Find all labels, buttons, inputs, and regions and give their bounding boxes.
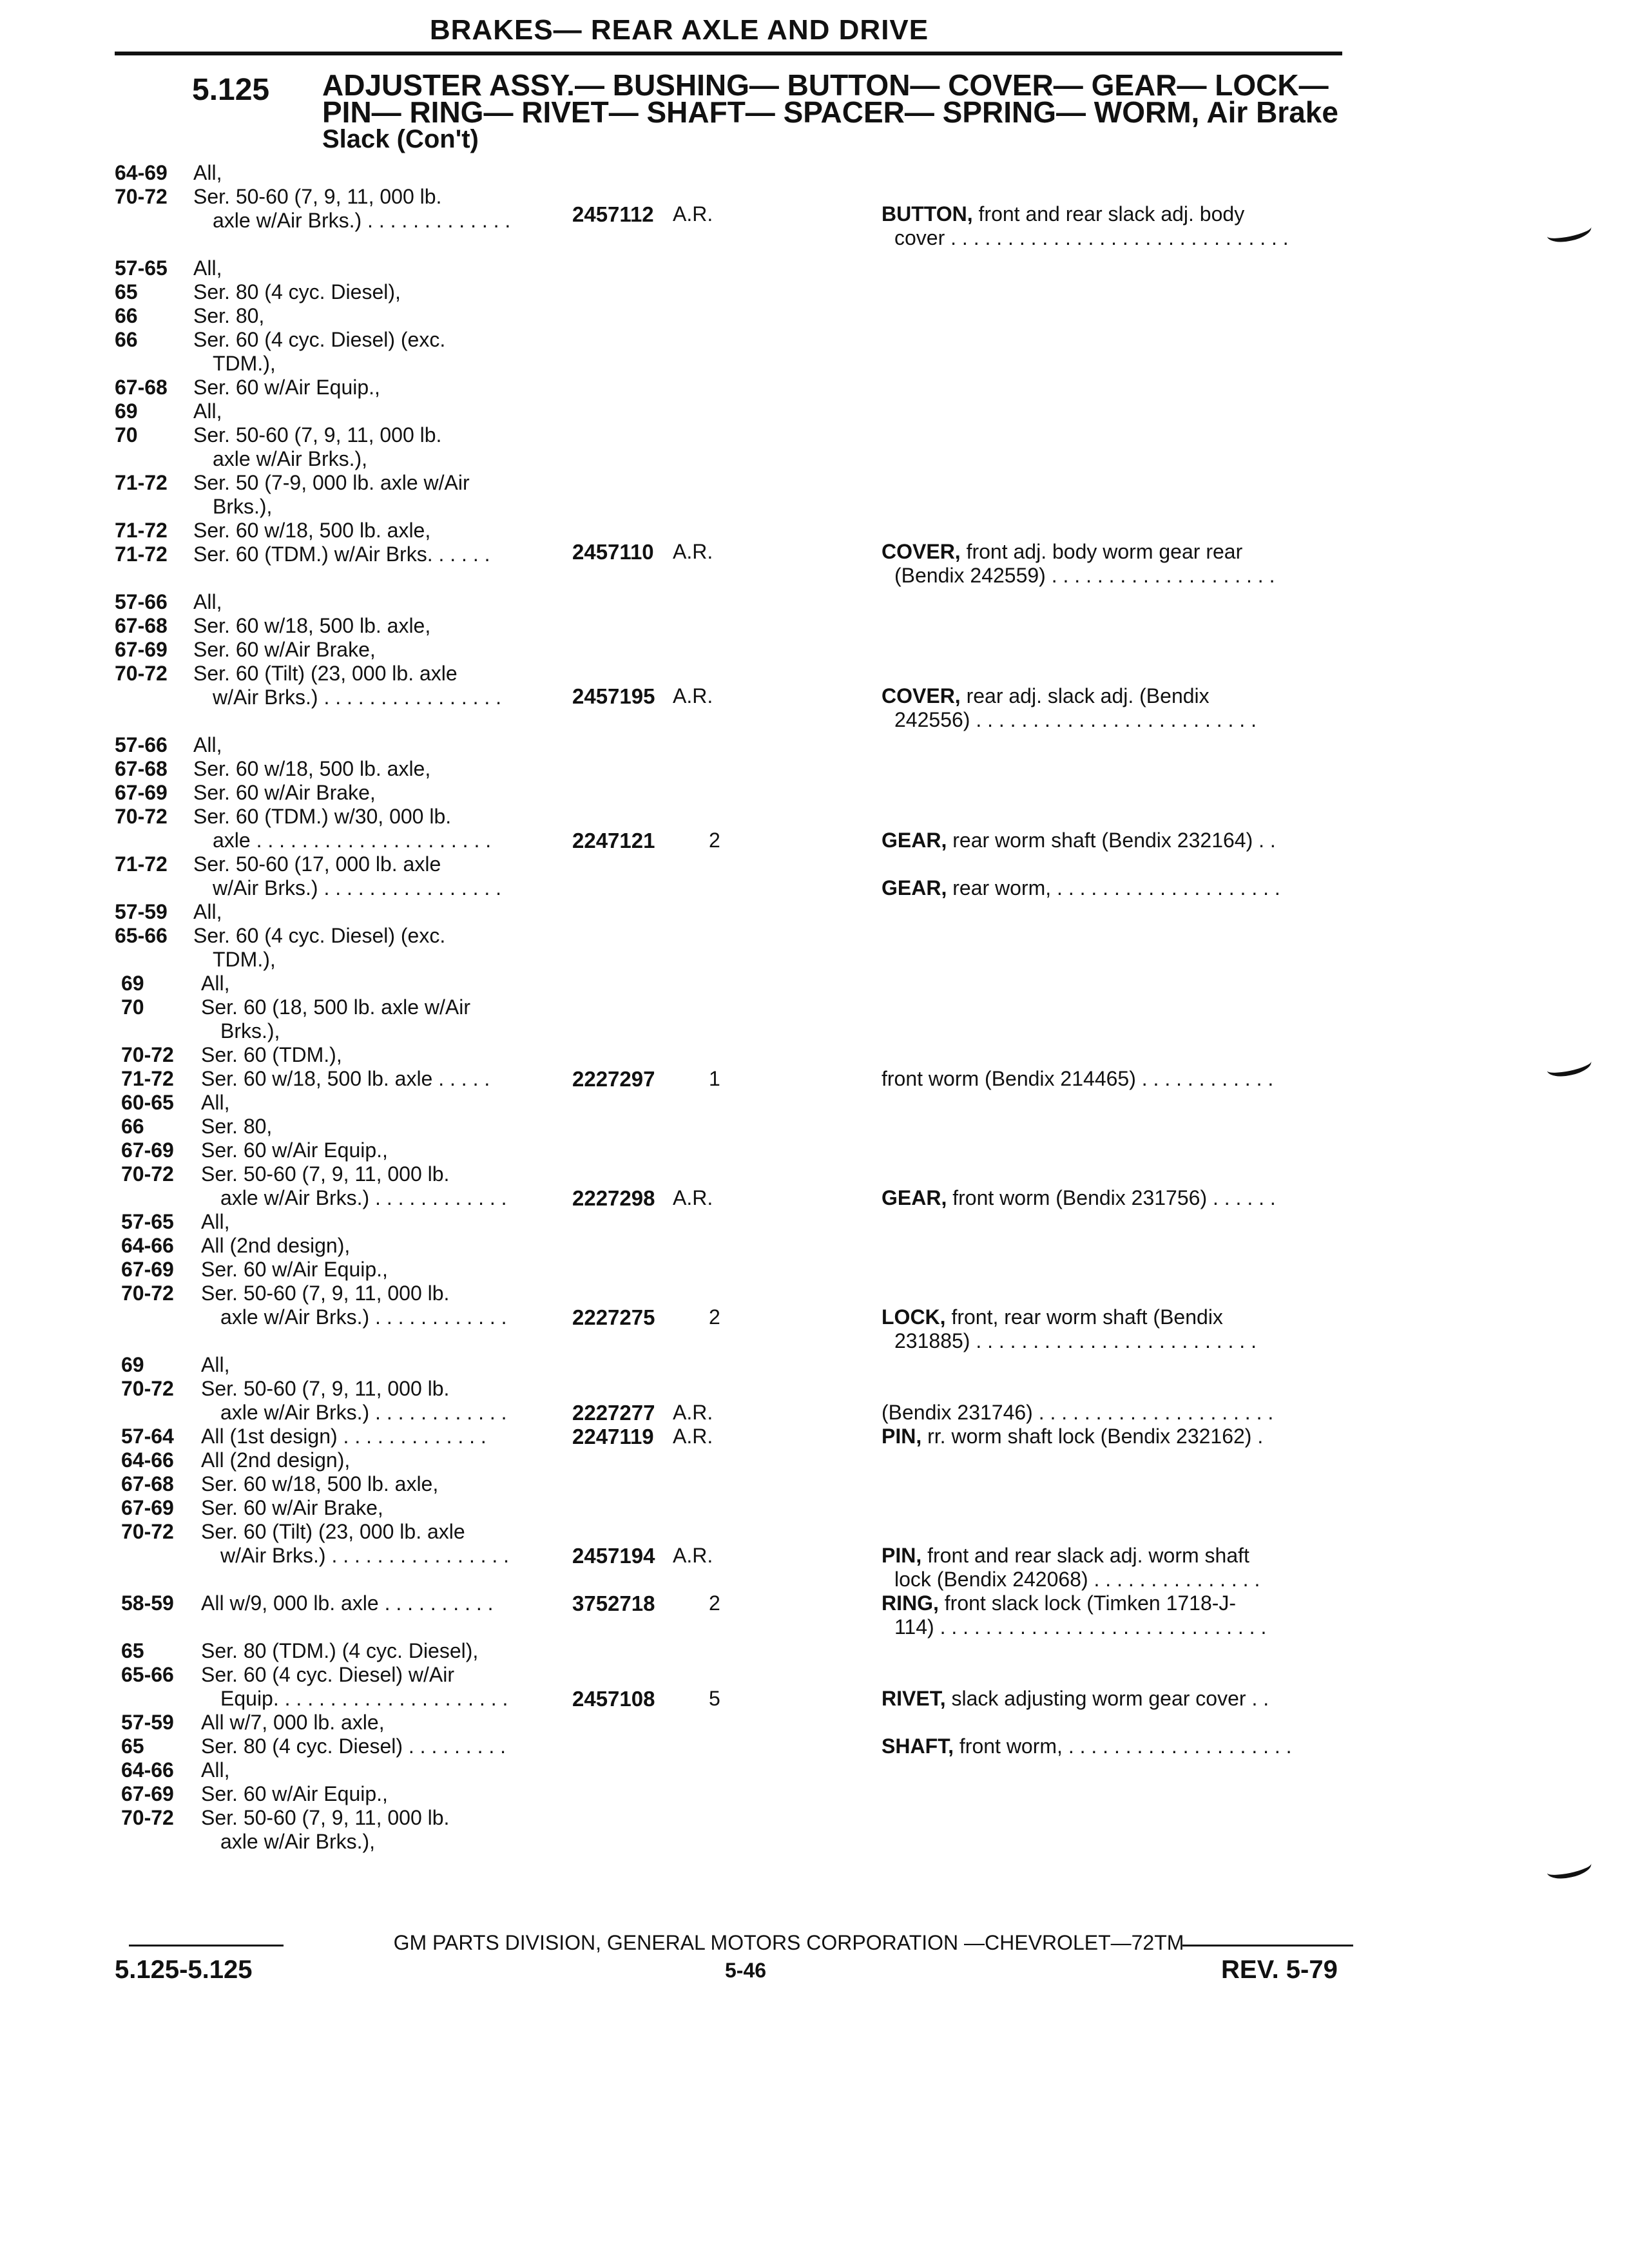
part-detail: front worm (Bendix 214465) . . . . . . . . . . . . bbox=[882, 1067, 1274, 1090]
application-description: Brks.), bbox=[213, 495, 273, 518]
application-description: Ser. 60 (TDM.), bbox=[201, 1043, 342, 1066]
part-number: 2247119 bbox=[572, 1425, 654, 1448]
footer-page-number: 5-46 bbox=[725, 1959, 767, 1982]
model-year: 57-64 bbox=[121, 1425, 174, 1448]
part-description bbox=[882, 1544, 1249, 1568]
application-description: Ser. 80 (4 cyc. Diesel), bbox=[193, 280, 401, 303]
part-detail: front and rear slack adj. worm shaft bbox=[927, 1544, 1249, 1567]
quantity: A.R. bbox=[673, 1544, 713, 1567]
footer-section-range: 5.125-5.125 bbox=[115, 1956, 253, 1984]
part-description bbox=[882, 1305, 1223, 1329]
part-number: 3752718 bbox=[572, 1591, 655, 1615]
application-description: Ser. 60 w/Air Brake, bbox=[193, 638, 376, 661]
application-description: Ser. 50-60 (7, 9, 11, 000 lb. bbox=[201, 1377, 450, 1400]
application-description: Equip. . . . . . . . . . . . . . . . . . . . . bbox=[220, 1687, 508, 1710]
application-description: Ser. 60 w/18, 500 lb. axle, bbox=[193, 757, 431, 780]
application-description: Ser. 50 (7-9, 000 lb. axle w/Air bbox=[193, 471, 470, 494]
model-year: 67-68 bbox=[115, 614, 168, 637]
application-description: Ser. 60 w/18, 500 lb. axle, bbox=[193, 614, 431, 637]
part-name: GEAR, bbox=[882, 876, 947, 899]
part-detail: rear adj. slack adj. (Bendix bbox=[966, 684, 1210, 707]
application-description: axle w/Air Brks.) . . . . . . . . . . . . bbox=[220, 1186, 507, 1209]
application-description: All (2nd design), bbox=[201, 1234, 351, 1257]
model-year: 69 bbox=[121, 1353, 144, 1376]
section-number: 5.125 bbox=[192, 73, 270, 107]
model-year: 70-72 bbox=[121, 1282, 174, 1305]
part-detail: front worm (Bendix 231756) . . . . . . bbox=[952, 1186, 1276, 1209]
model-year: 57-65 bbox=[115, 256, 168, 280]
application-description: Ser. 60 (4 cyc. Diesel) w/Air bbox=[201, 1663, 454, 1686]
part-description bbox=[882, 876, 1280, 900]
model-year: 64-69 bbox=[115, 161, 168, 184]
section-title-line-3: Slack (Con't) bbox=[322, 125, 479, 153]
application-description: Ser. 60 w/18, 500 lb. axle . . . . . bbox=[201, 1067, 490, 1090]
margin-mark bbox=[1545, 1854, 1594, 1882]
model-year: 67-68 bbox=[121, 1472, 174, 1495]
model-year: 70-72 bbox=[115, 662, 168, 685]
model-year: 65-66 bbox=[121, 1663, 174, 1686]
model-year: 70-72 bbox=[115, 805, 168, 828]
application-description: Ser. 50-60 (7, 9, 11, 000 lb. bbox=[193, 185, 442, 208]
model-year: 71-72 bbox=[115, 543, 168, 566]
quantity: A.R. bbox=[673, 1186, 713, 1209]
model-year: 70 bbox=[121, 995, 144, 1019]
part-detail: front worm, . . . . . . . . . . . . . . . . . . . . bbox=[959, 1735, 1292, 1758]
page-header-title: BRAKES— REAR AXLE AND DRIVE bbox=[429, 14, 929, 46]
part-name: PIN, bbox=[882, 1544, 922, 1567]
application-description: All w/7, 000 lb. axle, bbox=[201, 1711, 385, 1734]
model-year: 67-68 bbox=[115, 757, 168, 780]
part-number: 2227298 bbox=[572, 1186, 655, 1210]
part-name: GEAR, bbox=[882, 829, 947, 852]
quantity: A.R. bbox=[673, 1425, 713, 1448]
section-title-line-1: ADJUSTER ASSY.— BUSHING— BUTTON— COVER— GEAR— LOCK— bbox=[322, 68, 1329, 102]
model-year: 67-68 bbox=[115, 376, 168, 399]
part-name: COVER, bbox=[882, 540, 961, 563]
model-year: 67-69 bbox=[121, 1782, 174, 1805]
part-description-continued: (Bendix 242559) . . . . . . . . . . . . . . . . . . . . bbox=[894, 564, 1275, 587]
model-year: 57-66 bbox=[115, 590, 168, 613]
model-year: 70-72 bbox=[121, 1520, 174, 1543]
model-year: 65 bbox=[121, 1735, 144, 1758]
part-description-continued: 114) . . . . . . . . . . . . . . . . . . . . . . . . . . . . . bbox=[894, 1615, 1267, 1639]
application-description: Ser. 80 (TDM.) (4 cyc. Diesel), bbox=[201, 1639, 479, 1662]
model-year: 66 bbox=[115, 328, 138, 351]
model-year: 67-69 bbox=[115, 781, 168, 804]
application-description: TDM.), bbox=[213, 352, 276, 375]
application-description: Ser. 50-60 (7, 9, 11, 000 lb. bbox=[193, 423, 442, 447]
part-number: 2457108 bbox=[572, 1687, 655, 1711]
application-description: Ser. 50-60 (7, 9, 11, 000 lb. bbox=[201, 1282, 450, 1305]
model-year: 69 bbox=[121, 972, 144, 995]
application-description: Ser. 60 (TDM.) w/Air Brks. . . . . . bbox=[193, 543, 490, 566]
model-year: 70-72 bbox=[121, 1162, 174, 1186]
model-year: 64-66 bbox=[121, 1758, 174, 1782]
margin-mark bbox=[1545, 218, 1594, 245]
part-description bbox=[882, 1186, 1276, 1210]
part-name: BUTTON, bbox=[882, 202, 973, 226]
footer-revision: REV. 5-79 bbox=[1221, 1956, 1338, 1984]
quantity: A.R. bbox=[673, 684, 713, 707]
part-detail: front adj. body worm gear rear bbox=[966, 540, 1243, 563]
quantity: A.R. bbox=[673, 540, 713, 563]
model-year: 57-59 bbox=[115, 900, 168, 923]
application-description: All, bbox=[193, 161, 222, 184]
part-name: LOCK, bbox=[882, 1305, 946, 1329]
application-description: Ser. 80 (4 cyc. Diesel) . . . . . . . . . bbox=[201, 1735, 506, 1758]
application-description: Ser. 50-60 (7, 9, 11, 000 lb. bbox=[201, 1806, 450, 1829]
model-year: 58-59 bbox=[121, 1591, 174, 1615]
application-description: All, bbox=[201, 1091, 230, 1114]
part-name: RING, bbox=[882, 1591, 939, 1615]
application-description: All, bbox=[193, 590, 222, 613]
application-description: Ser. 60 w/Air Equip., bbox=[193, 376, 380, 399]
application-description: axle w/Air Brks.), bbox=[213, 447, 368, 470]
part-name: COVER, bbox=[882, 684, 961, 707]
part-description bbox=[882, 1591, 1236, 1615]
application-description: All (1st design) . . . . . . . . . . . . . bbox=[201, 1425, 487, 1448]
model-year: 67-69 bbox=[121, 1139, 174, 1162]
application-description: w/Air Brks.) . . . . . . . . . . . . . . . . bbox=[213, 686, 502, 709]
application-description: axle w/Air Brks.) . . . . . . . . . . . . bbox=[220, 1401, 507, 1424]
quantity: 5 bbox=[709, 1687, 720, 1710]
part-name: RIVET, bbox=[882, 1687, 946, 1710]
part-description-continued: lock (Bendix 242068) . . . . . . . . . . . . . . . bbox=[894, 1568, 1260, 1591]
model-year: 64-66 bbox=[121, 1448, 174, 1472]
part-description bbox=[882, 540, 1242, 564]
model-year: 70 bbox=[115, 423, 138, 447]
quantity: A.R. bbox=[673, 202, 713, 226]
model-year: 64-66 bbox=[121, 1234, 174, 1257]
part-detail: (Bendix 231746) . . . . . . . . . . . . . . . . . . . . . bbox=[882, 1401, 1274, 1424]
application-description: w/Air Brks.) . . . . . . . . . . . . . . . . bbox=[220, 1544, 510, 1567]
model-year: 70-72 bbox=[115, 185, 168, 208]
application-description: Ser. 60 (4 cyc. Diesel) (exc. bbox=[193, 328, 446, 351]
header-rule bbox=[115, 52, 1342, 55]
model-year: 70-72 bbox=[121, 1377, 174, 1400]
model-year: 57-65 bbox=[121, 1210, 174, 1233]
application-description: Ser. 60 (Tilt) (23, 000 lb. axle bbox=[201, 1520, 465, 1543]
part-name: GEAR, bbox=[882, 1186, 947, 1209]
model-year: 60-65 bbox=[121, 1091, 174, 1114]
part-description-continued: 231885) . . . . . . . . . . . . . . . . . . . . . . . . . bbox=[894, 1329, 1257, 1352]
model-year: 69 bbox=[115, 399, 138, 423]
application-description: All, bbox=[201, 1210, 230, 1233]
application-description: Ser. 60 w/18, 500 lb. axle, bbox=[193, 519, 431, 542]
application-description: All, bbox=[201, 972, 230, 995]
application-description: Ser. 60 (TDM.) w/30, 000 lb. bbox=[193, 805, 452, 828]
model-year: 65 bbox=[121, 1639, 144, 1662]
application-description: axle . . . . . . . . . . . . . . . . . . . . . bbox=[213, 829, 492, 852]
application-description: axle w/Air Brks.) . . . . . . . . . . . . bbox=[220, 1305, 507, 1329]
part-description-continued: 242556) . . . . . . . . . . . . . . . . . . . . . . . . . bbox=[894, 708, 1257, 731]
application-description: Ser. 50-60 (7, 9, 11, 000 lb. bbox=[201, 1162, 450, 1186]
part-detail: front and rear slack adj. body bbox=[978, 202, 1245, 226]
model-year: 71-72 bbox=[115, 519, 168, 542]
section-title-line-2: PIN— RING— RIVET— SHAFT— SPACER— SPRING— WORM, Air Brake bbox=[322, 95, 1338, 129]
part-detail: front slack lock (Timken 1718-J- bbox=[944, 1591, 1237, 1615]
application-description: Ser. 60 w/Air Brake, bbox=[193, 781, 376, 804]
application-description: All (2nd design), bbox=[201, 1448, 351, 1472]
model-year: 67-69 bbox=[115, 638, 168, 661]
part-description bbox=[882, 202, 1244, 226]
part-number: 2227275 bbox=[572, 1305, 655, 1329]
part-description bbox=[882, 684, 1210, 708]
quantity: 2 bbox=[709, 1591, 720, 1615]
part-number: 2227277 bbox=[572, 1401, 655, 1425]
part-number: 2457195 bbox=[572, 684, 655, 708]
application-description: All, bbox=[193, 733, 222, 756]
application-description: Ser. 60 (18, 500 lb. axle w/Air bbox=[201, 995, 470, 1019]
application-description: Ser. 60 (4 cyc. Diesel) (exc. bbox=[193, 924, 446, 947]
part-number: 2227297 bbox=[572, 1067, 655, 1091]
application-description: Ser. 60 w/18, 500 lb. axle, bbox=[201, 1472, 439, 1495]
model-year: 70-72 bbox=[121, 1806, 174, 1829]
model-year: 57-59 bbox=[121, 1711, 174, 1734]
part-description bbox=[882, 829, 1276, 852]
application-description: TDM.), bbox=[213, 948, 276, 971]
quantity: 1 bbox=[709, 1067, 720, 1090]
part-number: 2457194 bbox=[572, 1544, 655, 1568]
model-year: 66 bbox=[121, 1115, 144, 1138]
model-year: 71-72 bbox=[121, 1067, 174, 1090]
application-description: Ser. 60 w/Air Equip., bbox=[201, 1139, 388, 1162]
part-description bbox=[882, 1735, 1292, 1758]
application-description: Ser. 60 w/Air Brake, bbox=[201, 1496, 383, 1519]
application-description: All w/9, 000 lb. axle . . . . . . . . . . bbox=[201, 1591, 494, 1615]
part-detail: rr. worm shaft lock (Bendix 232162) . bbox=[927, 1425, 1264, 1448]
part-number: 2457110 bbox=[572, 540, 654, 564]
model-year: 65-66 bbox=[115, 924, 168, 947]
quantity: A.R. bbox=[673, 1401, 713, 1424]
part-name: PIN, bbox=[882, 1425, 922, 1448]
model-year: 66 bbox=[115, 304, 138, 327]
application-description: Ser. 80, bbox=[201, 1115, 273, 1138]
application-description: All, bbox=[193, 256, 222, 280]
margin-mark bbox=[1545, 1052, 1594, 1080]
model-year: 71-72 bbox=[115, 471, 168, 494]
model-year: 71-72 bbox=[115, 852, 168, 876]
model-year: 67-69 bbox=[121, 1496, 174, 1519]
part-description bbox=[882, 1067, 1273, 1091]
part-number: 2457112 bbox=[572, 202, 654, 226]
application-description: Ser. 60 (Tilt) (23, 000 lb. axle bbox=[193, 662, 458, 685]
part-description bbox=[882, 1425, 1263, 1448]
part-description bbox=[882, 1401, 1273, 1425]
model-year: 70-72 bbox=[121, 1043, 174, 1066]
part-description-continued: cover . . . . . . . . . . . . . . . . . . . . . . . . . . . . . . bbox=[894, 226, 1289, 249]
part-name: SHAFT, bbox=[882, 1735, 954, 1758]
application-description: w/Air Brks.) . . . . . . . . . . . . . . . . bbox=[213, 876, 502, 899]
model-year: 67-69 bbox=[121, 1258, 174, 1281]
application-description: axle w/Air Brks.), bbox=[220, 1830, 376, 1853]
footer-publisher: GM PARTS DIVISION, GENERAL MOTORS CORPORATION —CHEVROLET—72TM bbox=[393, 1931, 1184, 1954]
part-detail: rear worm, . . . . . . . . . . . . . . . . . . . . bbox=[952, 876, 1280, 899]
application-description: Ser. 50-60 (17, 000 lb. axle bbox=[193, 852, 441, 876]
application-description: All, bbox=[201, 1353, 230, 1376]
part-detail: slack adjusting worm gear cover . . bbox=[951, 1687, 1269, 1710]
application-description: Brks.), bbox=[220, 1019, 280, 1043]
application-description: Ser. 60 w/Air Equip., bbox=[201, 1258, 388, 1281]
part-detail: rear worm shaft (Bendix 232164) . . bbox=[952, 829, 1276, 852]
application-description: All, bbox=[193, 900, 222, 923]
part-number: 2247121 bbox=[572, 829, 655, 852]
application-description: All, bbox=[201, 1758, 230, 1782]
model-year: 57-66 bbox=[115, 733, 168, 756]
application-description: axle w/Air Brks.) . . . . . . . . . . . . . bbox=[213, 209, 511, 232]
application-description: Ser. 60 w/Air Equip., bbox=[201, 1782, 388, 1805]
application-description: All, bbox=[193, 399, 222, 423]
application-description: Ser. 80, bbox=[193, 304, 265, 327]
quantity: 2 bbox=[709, 829, 720, 852]
part-detail: front, rear worm shaft (Bendix bbox=[951, 1305, 1223, 1329]
model-year: 65 bbox=[115, 280, 138, 303]
quantity: 2 bbox=[709, 1305, 720, 1329]
part-description bbox=[882, 1687, 1269, 1711]
